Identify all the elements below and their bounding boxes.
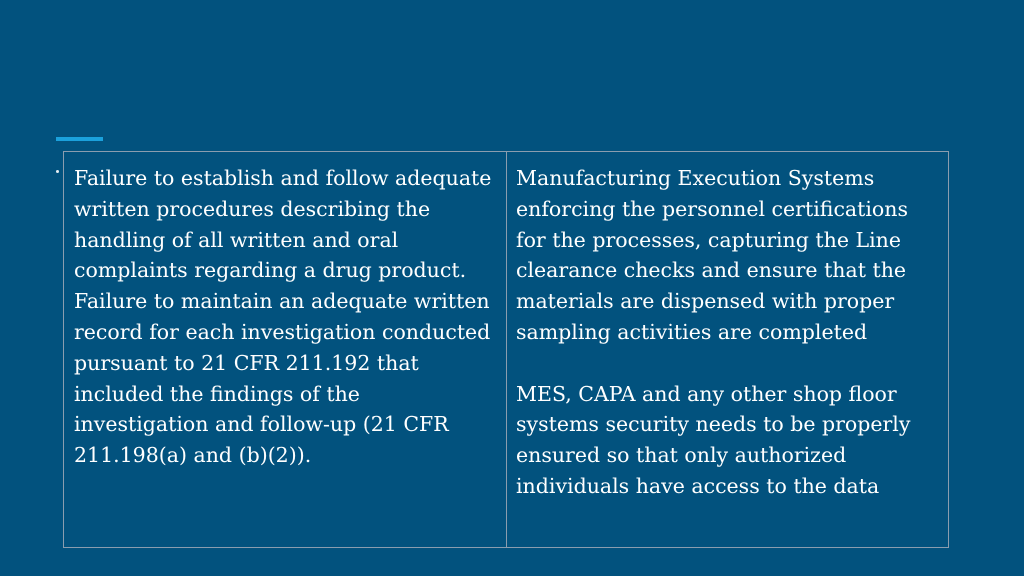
table-cell-left [64, 152, 507, 547]
content-table [63, 151, 949, 548]
right-cell-paragraph-1: Manufacturing Execution Systems enforcing the personnel certifications for the processes, capturing the Line clearance checks and ensure that the materials are dispensed with proper sampling activities are completed [516, 166, 909, 344]
right-cell-paragraph-2: MES, CAPA and any other shop floor systems security needs to be properly ensured so that only authorized individuals have access to the data [516, 381, 911, 498]
title-accent-bar [56, 137, 103, 141]
table-cell-right [507, 152, 948, 547]
bullet-marker [56, 170, 59, 173]
left-cell-text: Failure to establish and follow adequate written procedures describing the handling of all written and oral complaints regarding a drug product. Failure to maintain an adequate written record for each investigation conducted pursuant to 21 CFR 211.192 that included the findings of the investigation and follow-up (21 CFR 211.198(a) and (b)(2)). [74, 166, 492, 468]
paragraph-spacer [516, 348, 942, 379]
